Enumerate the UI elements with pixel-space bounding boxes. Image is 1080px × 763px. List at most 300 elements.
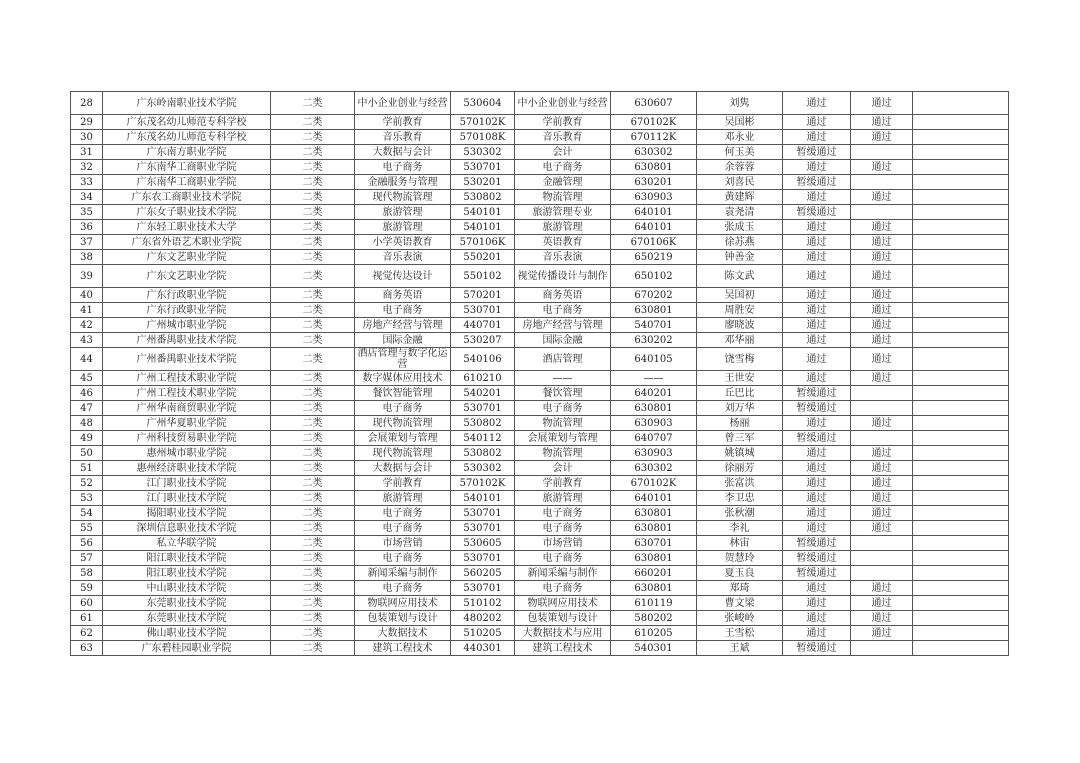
major-name: 电子商务 <box>355 521 451 536</box>
school-name: 广州工程技术职业学院 <box>103 386 271 401</box>
empty-cell <box>913 115 1009 130</box>
category: 二类 <box>271 566 355 581</box>
school-name: 广东文艺职业学院 <box>103 265 271 288</box>
person-name: 贺慧玲 <box>697 551 783 566</box>
result-primary: 暂缓通过 <box>783 386 851 401</box>
major-name: 酒店管理与数字化运营 <box>355 348 451 371</box>
target-major-name: 旅游管理 <box>515 220 611 235</box>
result-primary: 通过 <box>783 220 851 235</box>
major-name: 旅游管理 <box>355 205 451 220</box>
target-major-code: 580202 <box>611 611 697 626</box>
target-major-name: 电子商务 <box>515 160 611 175</box>
school-name: 广东南华工商职业学院 <box>103 175 271 190</box>
table-row <box>71 318 1009 333</box>
result-secondary: 通过 <box>851 92 913 115</box>
category: 二类 <box>271 235 355 250</box>
person-name: 丘巴比 <box>697 386 783 401</box>
target-major-name: 旅游管理 <box>515 491 611 506</box>
major-name: 电子商务 <box>355 303 451 318</box>
result-primary: 通过 <box>783 318 851 333</box>
empty-cell <box>913 130 1009 145</box>
empty-cell <box>913 521 1009 536</box>
target-major-code: 630607 <box>611 92 697 115</box>
empty-cell <box>913 265 1009 288</box>
row-number: 33 <box>71 175 103 190</box>
row-number: 50 <box>71 446 103 461</box>
result-primary: 暂缓通过 <box>783 145 851 160</box>
row-number: 43 <box>71 333 103 348</box>
school-name: 佛山职业技术学院 <box>103 626 271 641</box>
person-name: 刘隽 <box>697 92 783 115</box>
target-major-name: 房地产经营与管理 <box>515 318 611 333</box>
result-secondary: 通过 <box>851 461 913 476</box>
major-code: 530604 <box>451 92 515 115</box>
category: 二类 <box>271 626 355 641</box>
person-name: 张峻岭 <box>697 611 783 626</box>
table-row <box>71 92 1009 115</box>
result-secondary: 通过 <box>851 446 913 461</box>
person-name: 张秋潮 <box>697 506 783 521</box>
target-major-code: 640101 <box>611 491 697 506</box>
empty-cell <box>913 416 1009 431</box>
target-major-name: 电子商务 <box>515 521 611 536</box>
major-name: 中小企业创业与经营 <box>355 92 451 115</box>
major-name: 物联网应用技术 <box>355 596 451 611</box>
major-name: 建筑工程技术 <box>355 641 451 656</box>
result-secondary <box>851 401 913 416</box>
row-number: 59 <box>71 581 103 596</box>
target-major-code: 630701 <box>611 536 697 551</box>
target-major-name: 餐饮管理 <box>515 386 611 401</box>
empty-cell <box>913 92 1009 115</box>
school-name: 广东文艺职业学院 <box>103 250 271 265</box>
major-code: 440301 <box>451 641 515 656</box>
category: 二类 <box>271 386 355 401</box>
table-row <box>71 175 1009 190</box>
target-major-code: 640201 <box>611 386 697 401</box>
major-name: 市场营销 <box>355 536 451 551</box>
target-major-code: 540701 <box>611 318 697 333</box>
school-name: 江门职业技术学院 <box>103 476 271 491</box>
table-row <box>71 160 1009 175</box>
school-name: 广州番禺职业技术学院 <box>103 333 271 348</box>
person-name: 袁尧清 <box>697 205 783 220</box>
empty-cell <box>913 461 1009 476</box>
person-name: 饶雪梅 <box>697 348 783 371</box>
major-name: 现代物流管理 <box>355 190 451 205</box>
school-name: 广州华夏职业学院 <box>103 416 271 431</box>
major-name: 电子商务 <box>355 506 451 521</box>
target-major-code: 650102 <box>611 265 697 288</box>
result-primary: 通过 <box>783 130 851 145</box>
major-name: 现代物流管理 <box>355 416 451 431</box>
school-name: 东莞职业技术学院 <box>103 611 271 626</box>
result-secondary <box>851 641 913 656</box>
result-primary: 通过 <box>783 288 851 303</box>
empty-cell <box>913 596 1009 611</box>
table-row <box>71 371 1009 386</box>
major-code: 570108K <box>451 130 515 145</box>
person-name: 李卫忠 <box>697 491 783 506</box>
person-name: 周胜安 <box>697 303 783 318</box>
table-row <box>71 220 1009 235</box>
table-row <box>71 333 1009 348</box>
result-secondary: 通过 <box>851 115 913 130</box>
result-primary: 暂缓通过 <box>783 566 851 581</box>
result-primary: 通过 <box>783 476 851 491</box>
school-name: 广东农工商职业技术学院 <box>103 190 271 205</box>
table-row <box>71 130 1009 145</box>
result-primary: 暂缓通过 <box>783 641 851 656</box>
major-name: 视觉传达设计 <box>355 265 451 288</box>
person-name: 廖晓波 <box>697 318 783 333</box>
result-primary: 通过 <box>783 250 851 265</box>
target-major-code: 650219 <box>611 250 697 265</box>
target-major-name: 商务英语 <box>515 288 611 303</box>
major-name: 大数据技术 <box>355 626 451 641</box>
category: 二类 <box>271 641 355 656</box>
row-number: 44 <box>71 348 103 371</box>
major-code: 570102K <box>451 115 515 130</box>
major-code: 530201 <box>451 175 515 190</box>
target-major-name: 物流管理 <box>515 190 611 205</box>
target-major-name: 新闻采编与制作 <box>515 566 611 581</box>
empty-cell <box>913 506 1009 521</box>
major-code: 550201 <box>451 250 515 265</box>
result-primary: 通过 <box>783 348 851 371</box>
row-number: 51 <box>71 461 103 476</box>
person-name: 邓永业 <box>697 130 783 145</box>
person-name: 钟善金 <box>697 250 783 265</box>
category: 二类 <box>271 461 355 476</box>
table-row <box>71 566 1009 581</box>
person-name: 黄建辉 <box>697 190 783 205</box>
category: 二类 <box>271 416 355 431</box>
major-code: 530701 <box>451 521 515 536</box>
category: 二类 <box>271 371 355 386</box>
school-name: 广州番禺职业技术学院 <box>103 348 271 371</box>
major-code: 510102 <box>451 596 515 611</box>
target-major-name: 英语教育 <box>515 235 611 250</box>
major-code: 530802 <box>451 190 515 205</box>
category: 二类 <box>271 190 355 205</box>
category: 二类 <box>271 160 355 175</box>
target-major-name: 建筑工程技术 <box>515 641 611 656</box>
person-name: 郑琦 <box>697 581 783 596</box>
target-major-name: 会展策划与管理 <box>515 431 611 446</box>
table-row <box>71 581 1009 596</box>
empty-cell <box>913 160 1009 175</box>
table-row <box>71 145 1009 160</box>
result-secondary <box>851 386 913 401</box>
major-code: 530701 <box>451 506 515 521</box>
major-code: 560205 <box>451 566 515 581</box>
result-secondary <box>851 551 913 566</box>
table-row <box>71 491 1009 506</box>
row-number: 30 <box>71 130 103 145</box>
school-name: 广东碧桂园职业学院 <box>103 641 271 656</box>
result-secondary <box>851 145 913 160</box>
target-major-code: 640707 <box>611 431 697 446</box>
major-name: 大数据与会计 <box>355 461 451 476</box>
table-row <box>71 551 1009 566</box>
major-code: 550102 <box>451 265 515 288</box>
person-name: 曾三军 <box>697 431 783 446</box>
target-major-code: 630801 <box>611 160 697 175</box>
table-row <box>71 641 1009 656</box>
major-name: 音乐表演 <box>355 250 451 265</box>
row-number: 63 <box>71 641 103 656</box>
row-number: 55 <box>71 521 103 536</box>
result-primary: 通过 <box>783 235 851 250</box>
school-name: 广州城市职业学院 <box>103 318 271 333</box>
result-secondary: 通过 <box>851 626 913 641</box>
target-major-code: 630903 <box>611 190 697 205</box>
row-number: 46 <box>71 386 103 401</box>
category: 二类 <box>271 476 355 491</box>
target-major-code: 630801 <box>611 551 697 566</box>
major-name: 旅游管理 <box>355 491 451 506</box>
target-major-name: 金融管理 <box>515 175 611 190</box>
row-number: 60 <box>71 596 103 611</box>
major-name: 电子商务 <box>355 401 451 416</box>
category: 二类 <box>271 506 355 521</box>
major-name: 数字媒体应用技术 <box>355 371 451 386</box>
target-major-code: 540301 <box>611 641 697 656</box>
target-major-name: 电子商务 <box>515 303 611 318</box>
category: 二类 <box>271 446 355 461</box>
result-secondary: 通过 <box>851 506 913 521</box>
table-row <box>71 401 1009 416</box>
category: 二类 <box>271 265 355 288</box>
result-primary: 通过 <box>783 506 851 521</box>
result-primary: 暂缓通过 <box>783 431 851 446</box>
target-major-name: 视觉传播设计与制作 <box>515 265 611 288</box>
target-major-code: 670106K <box>611 235 697 250</box>
empty-cell <box>913 626 1009 641</box>
person-name: 陈文武 <box>697 265 783 288</box>
person-name: 徐丽芳 <box>697 461 783 476</box>
result-secondary: 通过 <box>851 476 913 491</box>
result-primary: 通过 <box>783 333 851 348</box>
empty-cell <box>913 220 1009 235</box>
school-name: 广东南华工商职业学院 <box>103 160 271 175</box>
target-major-code: 630903 <box>611 446 697 461</box>
category: 二类 <box>271 318 355 333</box>
result-primary: 通过 <box>783 115 851 130</box>
major-name: 新闻采编与制作 <box>355 566 451 581</box>
table-row <box>71 506 1009 521</box>
major-code: 530302 <box>451 461 515 476</box>
result-primary: 通过 <box>783 491 851 506</box>
table-row <box>71 386 1009 401</box>
target-major-code: —— <box>611 371 697 386</box>
category: 二类 <box>271 205 355 220</box>
document-page <box>70 91 1009 656</box>
person-name: 王雪松 <box>697 626 783 641</box>
major-name: 餐饮智能管理 <box>355 386 451 401</box>
table-row <box>71 536 1009 551</box>
empty-cell <box>913 551 1009 566</box>
category: 二类 <box>271 288 355 303</box>
result-secondary: 通过 <box>851 160 913 175</box>
row-number: 28 <box>71 92 103 115</box>
empty-cell <box>913 371 1009 386</box>
major-code: 530701 <box>451 551 515 566</box>
target-major-name: 旅游管理专业 <box>515 205 611 220</box>
target-major-name: 电子商务 <box>515 506 611 521</box>
category: 二类 <box>271 145 355 160</box>
empty-cell <box>913 581 1009 596</box>
major-code: 540112 <box>451 431 515 446</box>
category: 二类 <box>271 250 355 265</box>
row-number: 40 <box>71 288 103 303</box>
result-primary: 通过 <box>783 626 851 641</box>
empty-cell <box>913 446 1009 461</box>
school-name: 阳江职业技术学院 <box>103 566 271 581</box>
target-major-code: 630801 <box>611 303 697 318</box>
major-name: 电子商务 <box>355 160 451 175</box>
row-number: 58 <box>71 566 103 581</box>
row-number: 35 <box>71 205 103 220</box>
person-name: 张富洪 <box>697 476 783 491</box>
school-name: 深圳信息职业技术学院 <box>103 521 271 536</box>
category: 二类 <box>271 521 355 536</box>
table-row <box>71 416 1009 431</box>
category: 二类 <box>271 581 355 596</box>
table-row <box>71 461 1009 476</box>
person-name: 姚镇城 <box>697 446 783 461</box>
table-row <box>71 431 1009 446</box>
school-name: 广东行政职业学院 <box>103 288 271 303</box>
school-name: 广东茂名幼儿师范专科学校 <box>103 115 271 130</box>
empty-cell <box>913 205 1009 220</box>
category: 二类 <box>271 92 355 115</box>
person-name: 刘喜民 <box>697 175 783 190</box>
row-number: 53 <box>71 491 103 506</box>
person-name: 王世安 <box>697 371 783 386</box>
target-major-name: 会计 <box>515 145 611 160</box>
school-name: 广东茂名幼儿师范专科学校 <box>103 130 271 145</box>
target-major-name: —— <box>515 371 611 386</box>
target-major-code: 630202 <box>611 333 697 348</box>
target-major-name: 包装策划与设计 <box>515 611 611 626</box>
empty-cell <box>913 303 1009 318</box>
person-name: 吴国初 <box>697 288 783 303</box>
result-secondary: 通过 <box>851 303 913 318</box>
target-major-name: 电子商务 <box>515 551 611 566</box>
result-secondary <box>851 566 913 581</box>
result-primary: 通过 <box>783 521 851 536</box>
major-code: 570102K <box>451 476 515 491</box>
major-name: 国际金融 <box>355 333 451 348</box>
result-primary: 通过 <box>783 371 851 386</box>
target-major-name: 大数据技术与应用 <box>515 626 611 641</box>
result-primary: 通过 <box>783 92 851 115</box>
empty-cell <box>913 190 1009 205</box>
table-row <box>71 205 1009 220</box>
school-name: 广东南方职业学院 <box>103 145 271 160</box>
empty-cell <box>913 476 1009 491</box>
category: 二类 <box>271 115 355 130</box>
category: 二类 <box>271 130 355 145</box>
result-secondary: 通过 <box>851 288 913 303</box>
category: 二类 <box>271 401 355 416</box>
result-secondary: 通过 <box>851 265 913 288</box>
school-name: 广州华南商贸职业学院 <box>103 401 271 416</box>
result-secondary: 通过 <box>851 371 913 386</box>
person-name: 曹文梁 <box>697 596 783 611</box>
target-major-name: 学前教育 <box>515 115 611 130</box>
major-name: 商务英语 <box>355 288 451 303</box>
major-code: 440701 <box>451 318 515 333</box>
major-code: 570106K <box>451 235 515 250</box>
empty-cell <box>913 566 1009 581</box>
target-major-code: 610119 <box>611 596 697 611</box>
result-primary: 暂缓通过 <box>783 551 851 566</box>
row-number: 39 <box>71 265 103 288</box>
target-major-name: 电子商务 <box>515 401 611 416</box>
target-major-name: 国际金融 <box>515 333 611 348</box>
result-primary: 通过 <box>783 303 851 318</box>
major-code: 540101 <box>451 205 515 220</box>
empty-cell <box>913 611 1009 626</box>
row-number: 29 <box>71 115 103 130</box>
table-row <box>71 476 1009 491</box>
row-number: 62 <box>71 626 103 641</box>
empty-cell <box>913 386 1009 401</box>
target-major-code: 630801 <box>611 401 697 416</box>
target-major-code: 630903 <box>611 416 697 431</box>
row-number: 52 <box>71 476 103 491</box>
row-number: 61 <box>71 611 103 626</box>
result-secondary: 通过 <box>851 581 913 596</box>
major-code: 530207 <box>451 333 515 348</box>
major-name: 学前教育 <box>355 115 451 130</box>
result-primary: 通过 <box>783 611 851 626</box>
school-name: 惠州经济职业技术学院 <box>103 461 271 476</box>
target-major-name: 物流管理 <box>515 446 611 461</box>
result-primary: 通过 <box>783 160 851 175</box>
row-number: 56 <box>71 536 103 551</box>
person-name: 王斌 <box>697 641 783 656</box>
major-name: 电子商务 <box>355 581 451 596</box>
target-major-code: 670112K <box>611 130 697 145</box>
row-number: 42 <box>71 318 103 333</box>
empty-cell <box>913 536 1009 551</box>
empty-cell <box>913 348 1009 371</box>
major-name: 电子商务 <box>355 551 451 566</box>
major-code: 530701 <box>451 303 515 318</box>
empty-cell <box>913 145 1009 160</box>
school-name: 广州工程技术职业学院 <box>103 371 271 386</box>
category: 二类 <box>271 431 355 446</box>
row-number: 38 <box>71 250 103 265</box>
major-code: 530701 <box>451 401 515 416</box>
result-secondary: 通过 <box>851 220 913 235</box>
category: 二类 <box>271 220 355 235</box>
major-name: 会展策划与管理 <box>355 431 451 446</box>
result-primary: 暂缓通过 <box>783 175 851 190</box>
major-name: 旅游管理 <box>355 220 451 235</box>
result-secondary <box>851 431 913 446</box>
row-number: 37 <box>71 235 103 250</box>
major-code: 540101 <box>451 220 515 235</box>
school-name: 广东行政职业学院 <box>103 303 271 318</box>
major-code: 540201 <box>451 386 515 401</box>
target-major-name: 物联网应用技术 <box>515 596 611 611</box>
major-code: 570201 <box>451 288 515 303</box>
